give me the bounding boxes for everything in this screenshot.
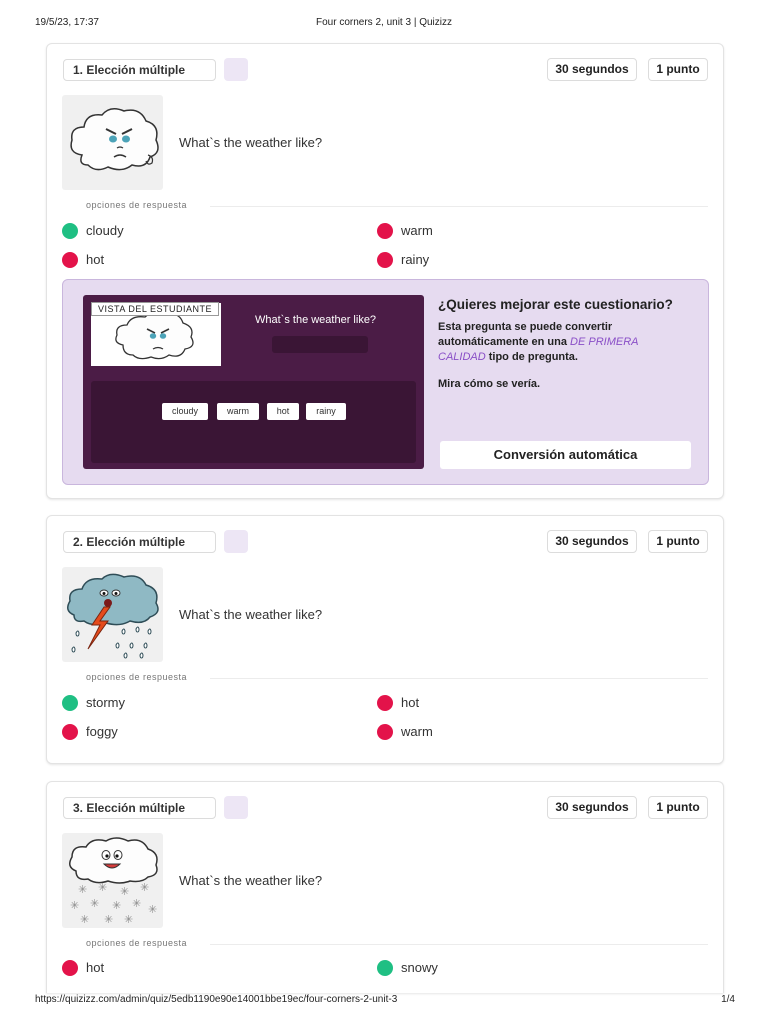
question-card-1: 1. Elección múltiple 30 segundos 1 punto What`s the weather like? opciones de respuesta cloudy warm hot rainy VISTA DEL ESTUDIANTE What`s the weather like? cloudy warm hot rainy ¿Quieres mejorar este cuestionario? Esta pregunta se puede convertir automáticamente en una DE PRIMERA CALIDAD tipo de pregunta. Mira cómo se vería. Conversión automática [46,43,724,499]
correct-dot-icon [62,223,78,239]
question-type-label[interactable]: 2. Elección múltiple [63,531,216,553]
student-view-badge: VISTA DEL ESTUDIANTE [91,302,219,316]
points-pill[interactable]: 1 punto [648,58,708,81]
page-number: 1/4 [721,994,735,1005]
svg-text:✳: ✳ [124,914,134,926]
preview-answer-area [91,381,416,463]
options-divider [62,672,708,686]
question-type-chip[interactable] [224,530,248,553]
question-card-2: 2. Elección múltiple 30 segundos 1 punto What`s the weather like? opciones de respuesta stormy hot foggy warm [46,515,724,764]
upgrade-panel [62,279,709,485]
options-divider [62,200,708,214]
incorrect-dot-icon [62,252,78,268]
options-divider [62,938,708,952]
cloudy-cloud-icon [62,95,163,190]
incorrect-dot-icon [62,724,78,740]
upgrade-title: ¿Quieres mejorar este cuestionario? [438,297,673,312]
incorrect-dot-icon [377,252,393,268]
question-type-chip[interactable] [224,58,248,81]
time-limit-pill[interactable]: 30 segundos [547,796,637,819]
question-type-label[interactable]: 1. Elección múltiple [63,59,216,81]
incorrect-dot-icon [377,223,393,239]
question-card-3: 3. Elección múltiple 30 segundos 1 punto ✳ ✳ ✳ ✳ ✳ ✳ ✳ ✳ ✳ ✳ ✳ ✳ What`s the weather like? opciones de respuesta hot snowy [46,781,724,993]
options-label: opciones de respuesta [86,938,193,948]
svg-text:✳: ✳ [132,898,142,910]
print-url: https://quizizz.com/admin/quiz/5edb1190e90e14001bbe19ec/four-corners-2-unit-3 [35,994,398,1005]
svg-text:✳: ✳ [98,882,108,894]
question-text: What`s the weather like? [179,135,323,150]
preview-option-chip: rainy [306,403,346,420]
options-label: opciones de respuesta [86,200,193,210]
print-title: Four corners 2, unit 3 | Quizizz [316,17,452,28]
auto-convert-button[interactable]: Conversión automática [440,441,691,469]
time-limit-pill[interactable]: 30 segundos [547,58,637,81]
print-date: 19/5/23, 17:37 [35,17,99,28]
question-text: What`s the weather like? [179,873,323,888]
incorrect-dot-icon [62,960,78,976]
incorrect-dot-icon [377,695,393,711]
svg-text:✳: ✳ [104,914,114,926]
snowy-cloud-icon [62,833,163,928]
preview-question-text: What`s the weather like? [255,314,377,326]
points-pill[interactable]: 1 punto [648,530,708,553]
options-label: opciones de respuesta [86,672,193,682]
svg-text:✳: ✳ [148,904,158,916]
svg-text:✳: ✳ [112,900,122,912]
svg-text:✳: ✳ [78,884,88,896]
time-limit-pill[interactable]: 30 segundos [547,530,637,553]
svg-text:✳: ✳ [140,882,150,894]
print-header [0,17,768,31]
student-view-preview [83,295,424,469]
preview-option-chip: warm [217,403,259,420]
points-pill[interactable]: 1 punto [648,796,708,819]
incorrect-dot-icon [377,724,393,740]
svg-text:✳: ✳ [70,900,80,912]
preview-answer-field [272,336,368,353]
question-type-label[interactable]: 3. Elección múltiple [63,797,216,819]
preview-option-chip: cloudy [162,403,208,420]
svg-text:✳: ✳ [80,914,90,926]
stormy-cloud-icon [62,567,163,662]
upgrade-description: Esta pregunta se puede convertir automáticamente en una DE PRIMERA CALIDAD tipo de pregunta. [438,321,639,363]
svg-text:✳: ✳ [90,898,100,910]
preview-option-chip: hot [267,403,299,420]
correct-dot-icon [62,695,78,711]
svg-text:✳: ✳ [120,886,130,898]
upgrade-preview-hint: Mira cómo se vería. [438,378,541,390]
question-text: What`s the weather like? [179,607,323,622]
correct-dot-icon [377,960,393,976]
question-type-chip[interactable] [224,796,248,819]
